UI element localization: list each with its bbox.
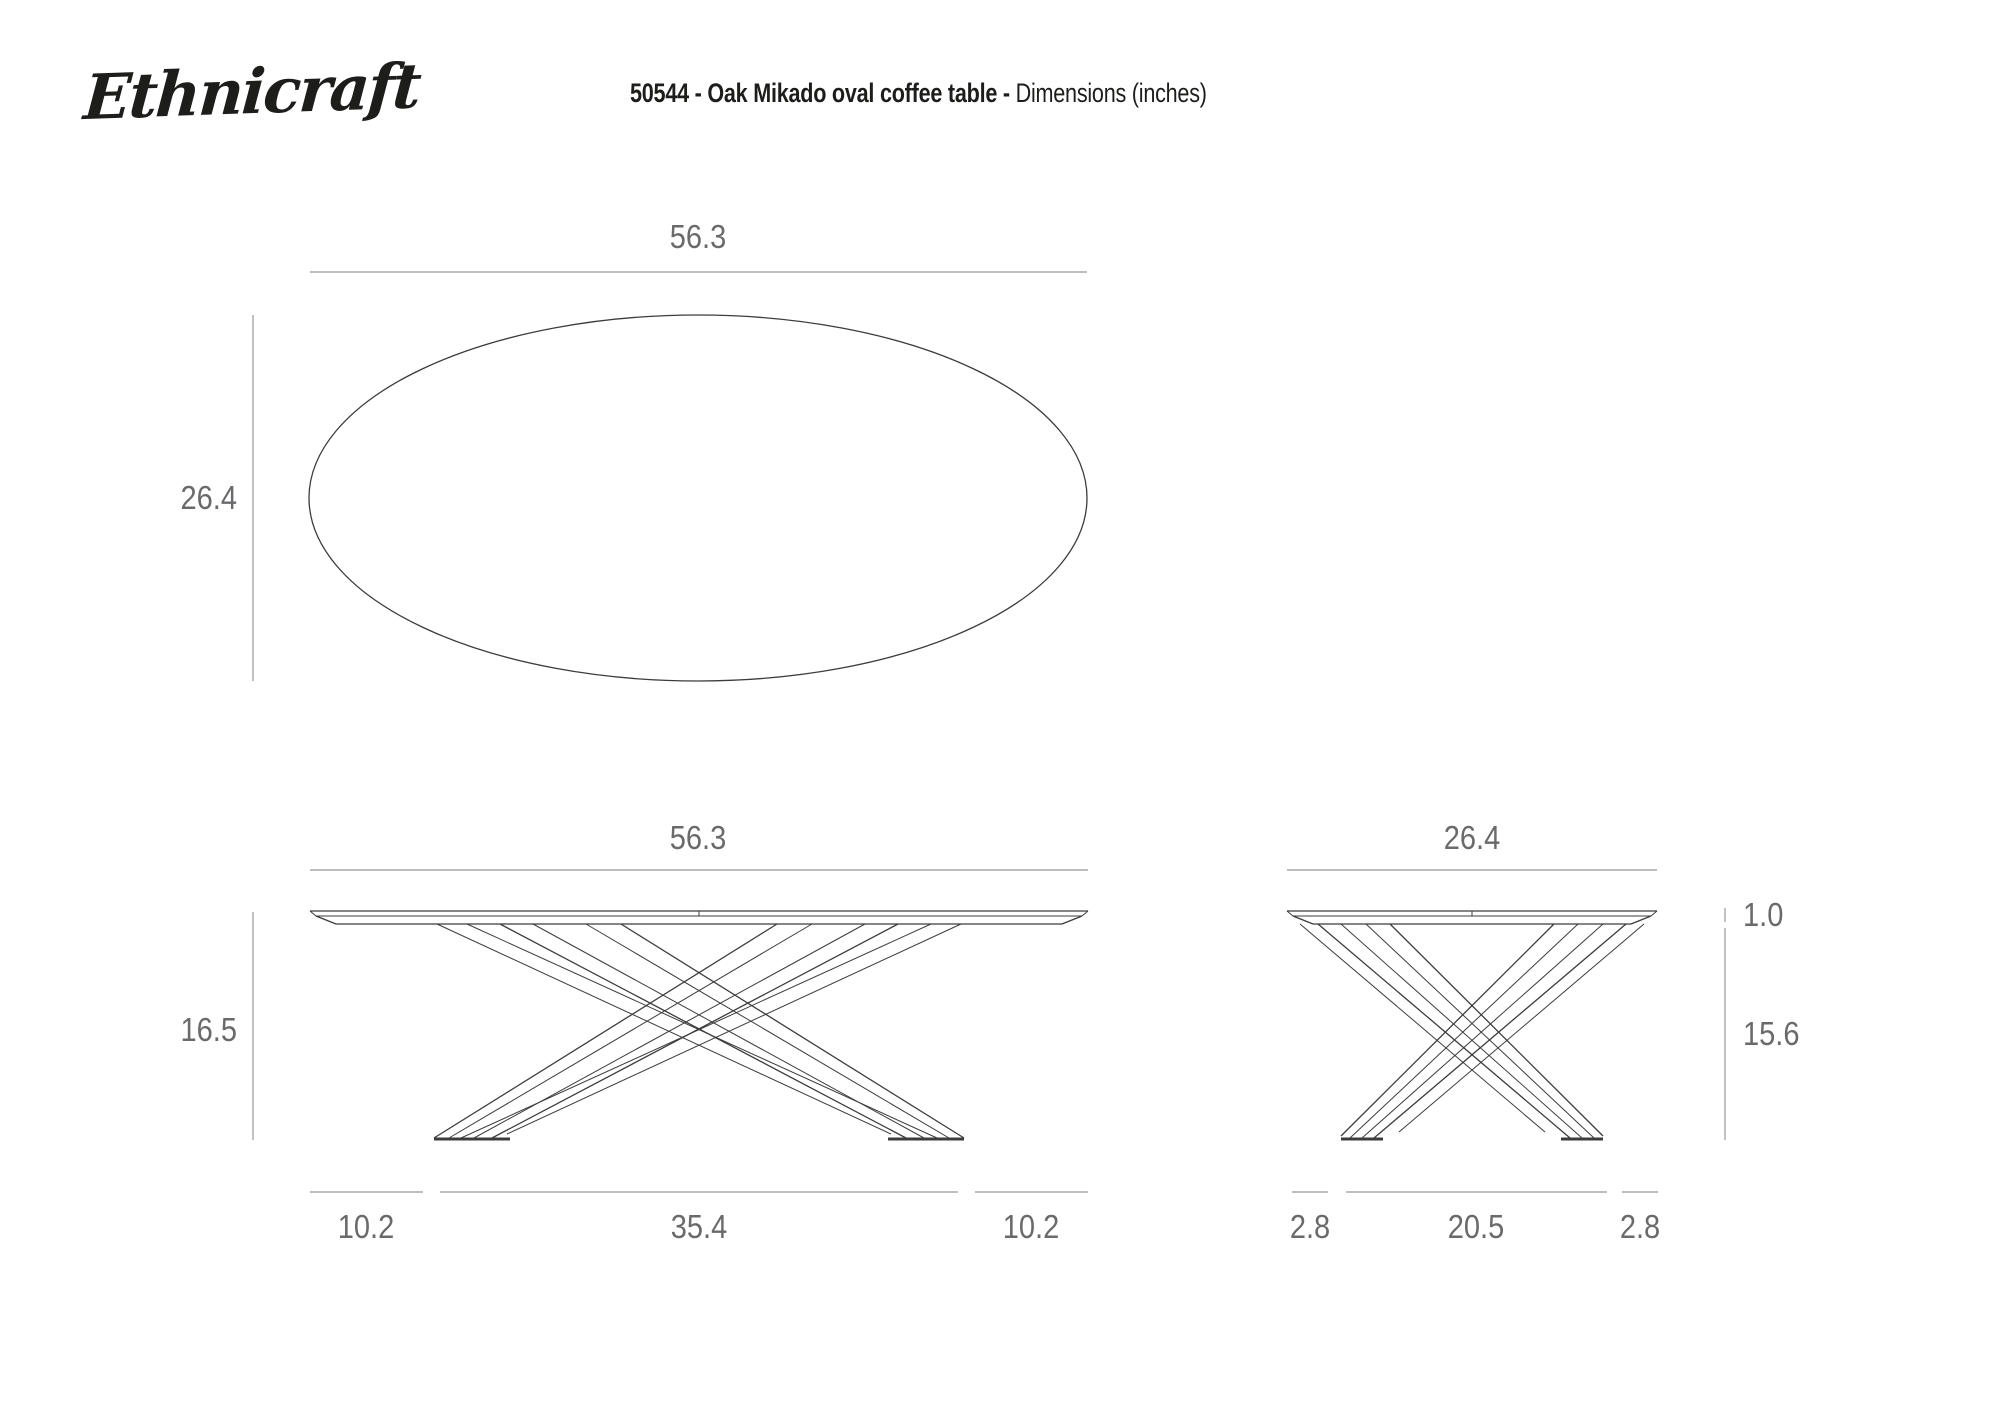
front-view-overhang-left-label: 10.2 — [337, 1208, 395, 1245]
front-view-drawing — [253, 870, 1088, 1192]
side-view-overhang-right-label: 2.8 — [1619, 1208, 1661, 1245]
top-view-drawing — [253, 272, 1087, 681]
side-view-overhang-left-label: 2.8 — [1289, 1208, 1331, 1245]
front-view-width-label: 56.3 — [669, 819, 727, 856]
front-view-leg-span-label: 35.4 — [670, 1208, 728, 1245]
page-title-subtitle: Dimensions (inches) — [1015, 78, 1207, 108]
side-view-depth-label: 26.4 — [1443, 819, 1501, 856]
ethnicraft-logo: Ethnicraft — [81, 49, 422, 135]
front-view-height-label: 16.5 — [180, 1011, 237, 1048]
top-view-width-label: 56.3 — [669, 218, 727, 255]
side-view-thickness-label: 1.0 — [1743, 896, 1784, 933]
page-title-product: 50544 - Oak Mikado oval coffee table - — [630, 78, 1010, 108]
side-view-drawing — [1287, 870, 1725, 1192]
side-view-leg-span-label: 20.5 — [1447, 1208, 1505, 1245]
tabletop-oval-outline — [309, 315, 1087, 681]
front-view-overhang-right-label: 10.2 — [1002, 1208, 1060, 1245]
top-view-depth-label: 26.4 — [180, 479, 237, 516]
side-view-legs — [1300, 924, 1644, 1139]
side-view-base-height-label: 15.6 — [1743, 1015, 1800, 1052]
front-view-legs — [434, 924, 964, 1139]
